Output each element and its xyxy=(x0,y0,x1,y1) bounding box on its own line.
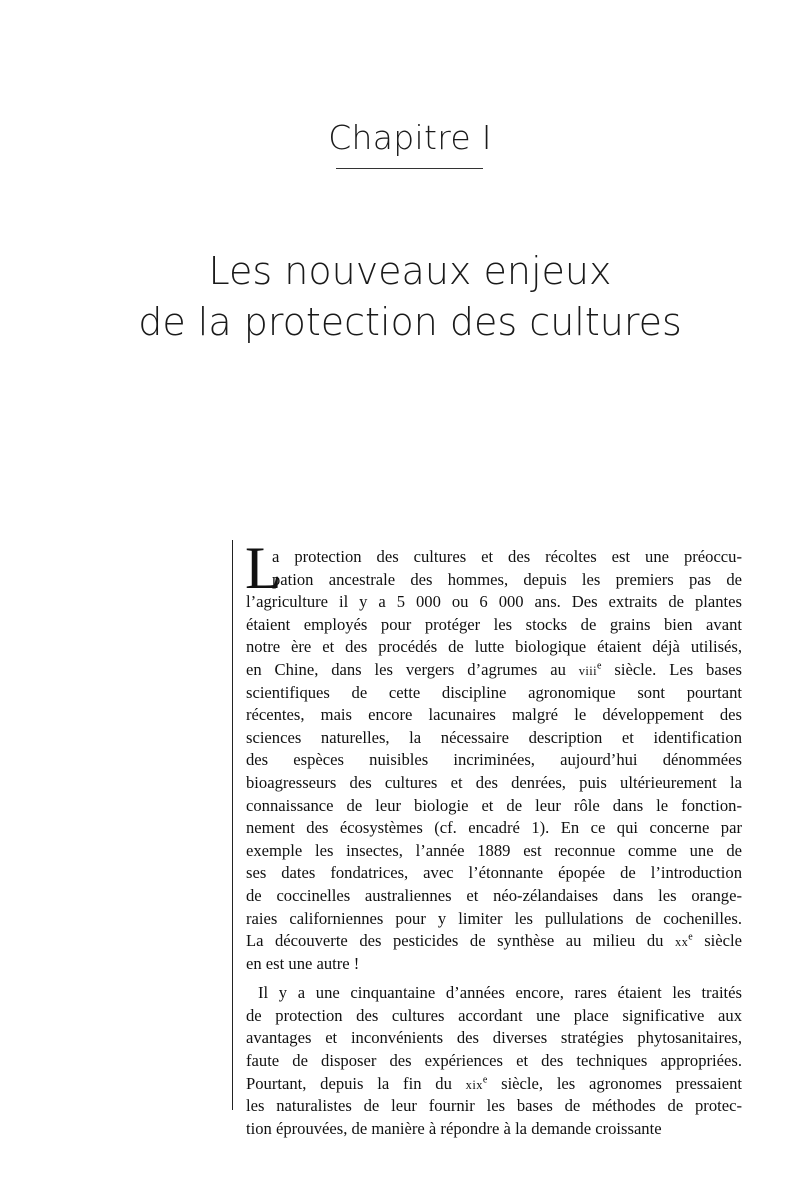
text-line: de coccinelles australiennes et néo-zélandaises dans les orange- xyxy=(246,885,742,905)
chapter-rule xyxy=(336,168,483,169)
text-line: faute de disposer des expériences et des techniques appropriées. xyxy=(246,1051,742,1071)
text-run: siècle, les agronomes pressaient xyxy=(487,1073,742,1093)
text-line: nement des écosystèmes (cf. encadré 1). En ce qui concerne par xyxy=(246,818,742,838)
text-line: des espèces nuisibles incriminées, aujourd’hui dénommées xyxy=(246,750,742,770)
superscript: e xyxy=(688,931,693,943)
text-line: sciences naturelles, la nécessaire description et identification xyxy=(246,727,742,747)
text-line: en est une autre ! xyxy=(246,953,360,973)
chapter-title xyxy=(0,246,800,348)
chapter-title-line: de la protection des cultures xyxy=(138,300,682,344)
text-line: Il y a une cinquantaine d’années encore, rares étaient les traités xyxy=(258,983,742,1003)
body-text xyxy=(245,535,742,1140)
text-line: de protection des cultures accordant une place significative aux xyxy=(246,1005,742,1025)
text-line xyxy=(246,1073,742,1096)
text-run: siècle xyxy=(692,931,742,951)
text-line: a protection des cultures et des récoltes est une préoccu- xyxy=(272,547,742,566)
text-line: avantages et inconvénients des diverses stratégies phytosanitaires, xyxy=(246,1028,742,1048)
superscript: e xyxy=(597,660,602,672)
text-line: ses dates fondatrices, avec l’étonnante épopée de l’introduction xyxy=(246,863,742,883)
text-line: les naturalistes de leur fournir les bases de méthodes de protec- xyxy=(246,1096,742,1116)
century-numeral: xix xyxy=(465,1077,483,1092)
chapter-title-line: Les nouveaux enjeux xyxy=(208,249,612,293)
text-line: l’agriculture il y a 5 000 ou 6 000 ans. Des extraits de plantes xyxy=(246,592,742,612)
text-line: notre ère et des procédés de lutte biologique étaient déjà utilisés, xyxy=(246,637,742,657)
text-line: connaissance de leur biologie et de leur rôle dans le fonction- xyxy=(246,795,742,815)
text-line: récentes, mais encore lacunaires malgré le développement des xyxy=(246,705,742,725)
superscript: e xyxy=(482,1074,488,1086)
text-line: raies californiennes pour y limiter les pullulations de cochenilles. xyxy=(246,908,742,928)
text-run: en Chine, dans les vergers d’agrumes au xyxy=(246,659,579,679)
century-numeral: xx xyxy=(674,935,689,950)
text-run: Pourtant, depuis la fin du xyxy=(246,1073,466,1093)
text-line: tion éprouvées, de manière à répondre à la demande croissante xyxy=(246,1118,662,1138)
text-run: La découverte des pesticides de synthèse au milieu du xyxy=(246,931,675,951)
text-line: bioagresseurs des cultures et des denrées, puis ultérieurement la xyxy=(246,772,742,792)
text-run: siècle. Les bases xyxy=(601,659,742,679)
drop-cap: L xyxy=(245,535,282,601)
text-line xyxy=(246,930,742,953)
chapter-label: Chapitre I xyxy=(328,118,492,157)
text-line: pation ancestrale des hommes, depuis les premiers pas de xyxy=(272,569,742,589)
paragraph xyxy=(246,982,742,1140)
text-line xyxy=(246,659,742,682)
text-line: exemple les insectes, l’année 1889 est reconnue comme une de xyxy=(246,840,742,860)
text-line: étaient employés pour protéger les stocks de grains bien avant xyxy=(246,614,742,634)
text-line: scientifiques de cette discipline agronomique sont pourtant xyxy=(246,682,742,702)
margin-rule xyxy=(232,540,233,1110)
paragraph xyxy=(246,546,742,975)
century-numeral: viii xyxy=(578,663,598,678)
